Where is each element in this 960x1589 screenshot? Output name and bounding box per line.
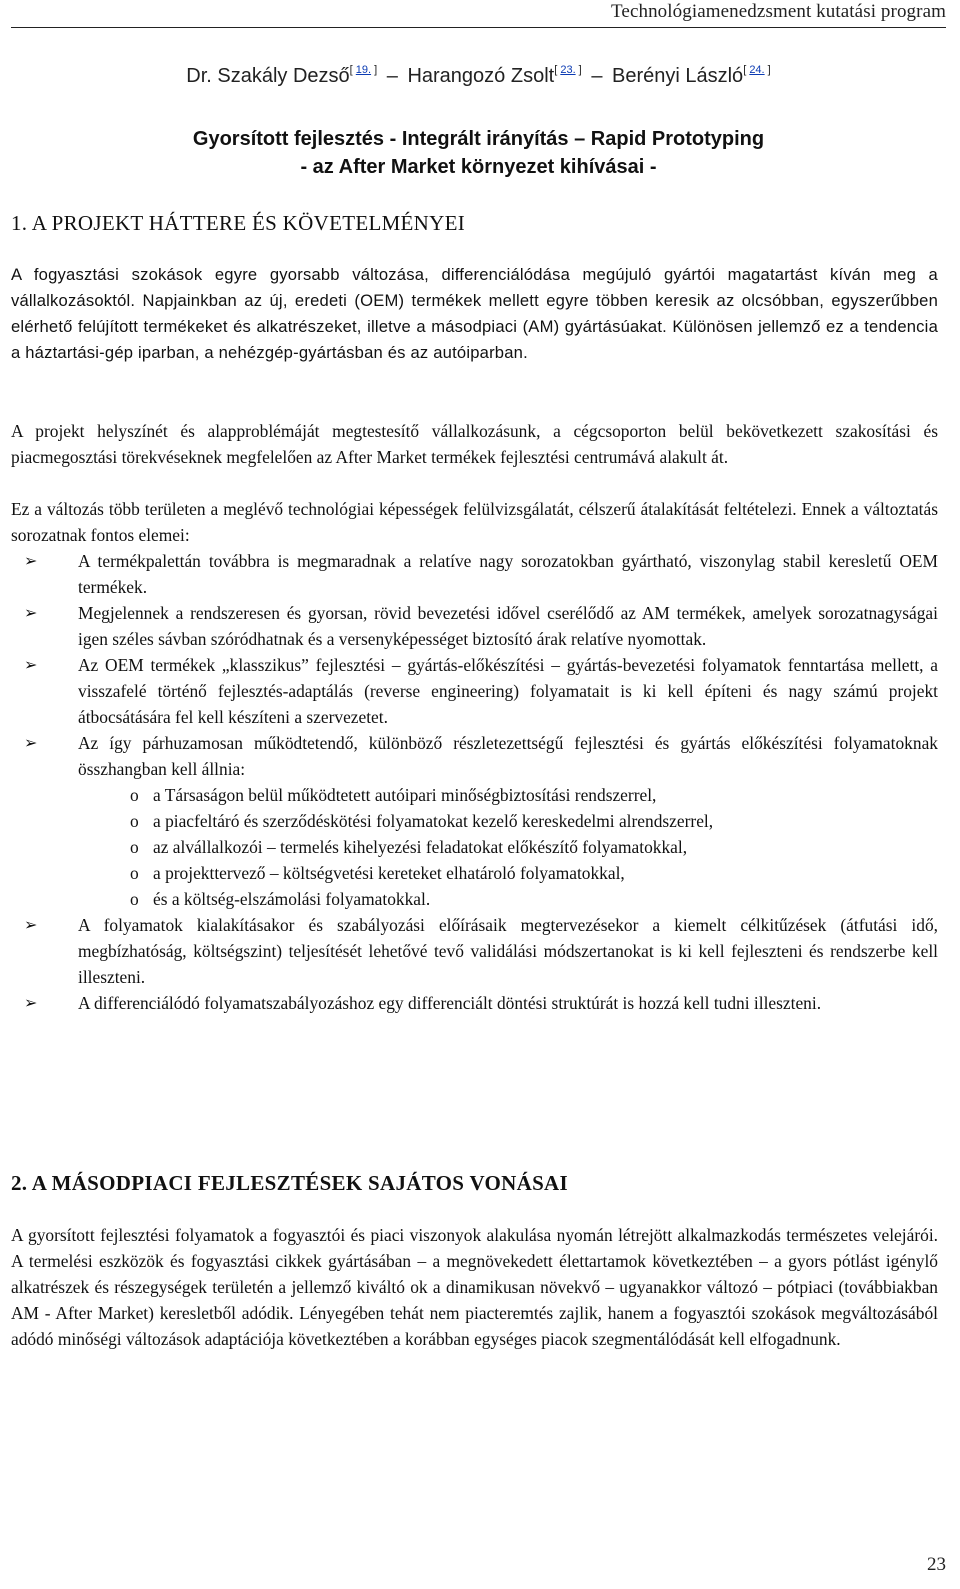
sub-list-item-text: az alvállalkozói – termelés kihelyezési feladatokat előkészítő folyamatokkal,	[153, 837, 688, 857]
title-line: Gyorsított fejlesztés - Integrált irányítás – Rapid Prototyping	[192, 128, 765, 150]
author-name: Berényi László	[612, 65, 744, 87]
sub-list-item-text: és a költség-elszámolási folyamatokkal.	[153, 889, 431, 909]
circle-bullet-icon: o	[130, 863, 139, 883]
list-item-text: A folyamatok kialakításakor és szabályozási előírásaik megtervezésekor a kiemelt célkitűzések (átfutási idő, megbízhatóság, költségszint) teljesítését lehetővé tevő validálási módszertanokat is ki kell fejleszteni és rendszerbe kell illeszteni.	[78, 915, 938, 987]
reference-link[interactable]: 23.	[560, 64, 576, 76]
list-item-text: Az OEM termékek „klasszikus” fejlesztési – gyártás-előkészítési – gyártás-bevezetési folyamatok fenntartása mellett, a visszafelé történő fejlesztés-adaptálás (reverse engineering) folyamatait is ki kell építeni és nagy számú projekt átbocsátására fel kell készíteni a szervezetet.	[78, 655, 938, 727]
arrow-bullet-icon: ➢	[24, 993, 38, 1012]
list-item-text: A termékpalettán továbbra is megmaradnak a relatíve nagy sorozatokban gyártható, viszonylag stabil keresletű OEM termékek.	[78, 551, 938, 597]
arrow-bullet-icon: ➢	[24, 551, 38, 570]
document-page	[11, 0, 946, 1589]
list-item	[11, 652, 938, 730]
author-name: Harangozó Zsolt	[407, 65, 555, 87]
sub-list-item	[11, 860, 938, 886]
list-item	[11, 912, 938, 990]
sub-list-item	[11, 808, 938, 834]
running-header: Technológiamenedzsment kutatási program	[11, 0, 946, 28]
section-heading: 1. A PROJEKT HÁTTERE ÉS KÖVETELMÉNYEI	[11, 211, 466, 235]
author-line	[11, 64, 946, 88]
circle-bullet-icon: o	[130, 785, 139, 805]
author-separator: –	[386, 65, 398, 87]
sub-list-item	[11, 886, 938, 912]
author-reference: [ 19. ]	[349, 64, 378, 76]
body-paragraph: A projekt helyszínét és alapproblémáját megtestesítő vállalkozásunk, a cégcsoporton belül bekövetkezett szakosítási és piacmegosztási törekvéseknek megfelelően az After Market termékek fejlesztési centrumává alakult át.	[11, 421, 938, 467]
sub-list-item-text: a piacfeltáró és szerződéskötési folyamatokat kezelő kereskedelmi alrendszerrel,	[153, 811, 714, 831]
list-item-text: A differenciálódó folyamatszabályozáshoz egy differenciált döntési struktúrát is hozzá kell tudni illeszteni.	[78, 993, 822, 1013]
sub-list	[78, 782, 938, 912]
reference-link[interactable]: 19.	[355, 64, 372, 76]
list-item-text: Megjelennek a rendszeresen és gyorsan, rövid bevezetési idővel cserélődő az AM termékek, amelyek sorozatnagyságai igen széles sávban szóródhatnak és a versenyképességet biztosító árak relatíve nyomottak.	[78, 603, 938, 649]
list-item	[11, 548, 938, 600]
sub-list-item-text: a Társaságon belül működtetett autóipari minőségbiztosítási rendszerrel,	[153, 785, 657, 805]
page-number: 23	[927, 1554, 946, 1575]
author-separator: –	[591, 65, 603, 87]
arrow-bullet-icon: ➢	[24, 733, 38, 752]
circle-bullet-icon: o	[130, 837, 139, 857]
sub-list-item	[11, 782, 938, 808]
list-item-text: Az így párhuzamosan működtetendő, különböző részletezettségű fejlesztési és gyártás előkészítési folyamatoknak összhangban kell állnia:	[78, 733, 938, 779]
arrow-bullet-icon: ➢	[24, 655, 38, 674]
title-line: - az After Market környezet kihívásai -	[300, 156, 657, 178]
circle-bullet-icon: o	[130, 811, 139, 831]
list-item	[11, 730, 938, 912]
body-paragraph: A gyorsított fejlesztési folyamatok a fogyasztói és piaci viszonyok alakulása nyomán létrejött alkalmazkodás természetes velejárói. A termelési eszközök és fogyasztási cikkek gyártásában – a megnövekedett élettartamok következtében – a gyors pótlást igénylő alkatrészek és részegységek területén a jellemző kiváltó ok a dinamikusan növekvő – ugyanakkor változó – pótpiaci (továbbiakban AM - After Market) keresletből adódik. Lényegében tehát nem piacteremtés zajlik, hanem a fogyasztói szokások megváltozásából adódó minőségi változások adaptációja következtében a korábban egységes piacok szegmentálódását kell elfogadnunk.	[11, 1225, 938, 1349]
list-item	[11, 990, 938, 1016]
sub-list-item	[11, 834, 938, 860]
list-item	[11, 600, 938, 652]
arrow-bullet-icon: ➢	[24, 603, 38, 622]
circle-bullet-icon: o	[130, 889, 139, 909]
author-reference: [ 23. ]	[554, 64, 582, 76]
bullet-list	[11, 548, 938, 1016]
document-title	[11, 125, 946, 181]
body-paragraph: Ez a változás több területen a meglévő technológiai képességek felülvizsgálatát, célszerű átalakítását feltételezi. Ennek a változtatás sorozatnak fontos elemei:	[11, 499, 938, 545]
author-reference: [ 24. ]	[743, 64, 771, 76]
reference-link[interactable]: 24.	[749, 64, 765, 76]
body-paragraph: A fogyasztási szokások egyre gyorsabb változása, differenciálódása megújuló gyártói magatartást kíván meg a vállalkozásoktól. Napjainkban az új, eredeti (OEM) termékek mellett egyre többen keresik az olcsóbban, egyszerűbben elérhető felújított termékeket és alkatrészeket, illetve a másodpiaci (AM) gyártásúakat. Különösen jellemző ez a tendencia a háztartási-gép iparban, a nehézgép-gyártásban és az autóiparban.	[11, 265, 938, 362]
section-heading: 2. A MÁSODPIACI FEJLESZTÉSEK SAJÁTOS VONÁSAI	[11, 1171, 568, 1195]
sub-list-item-text: a projekttervező – költségvetési kereteket elhatároló folyamatokkal,	[153, 863, 625, 883]
author-name: Dr. Szakály Dezső	[186, 65, 350, 87]
arrow-bullet-icon: ➢	[24, 915, 38, 934]
